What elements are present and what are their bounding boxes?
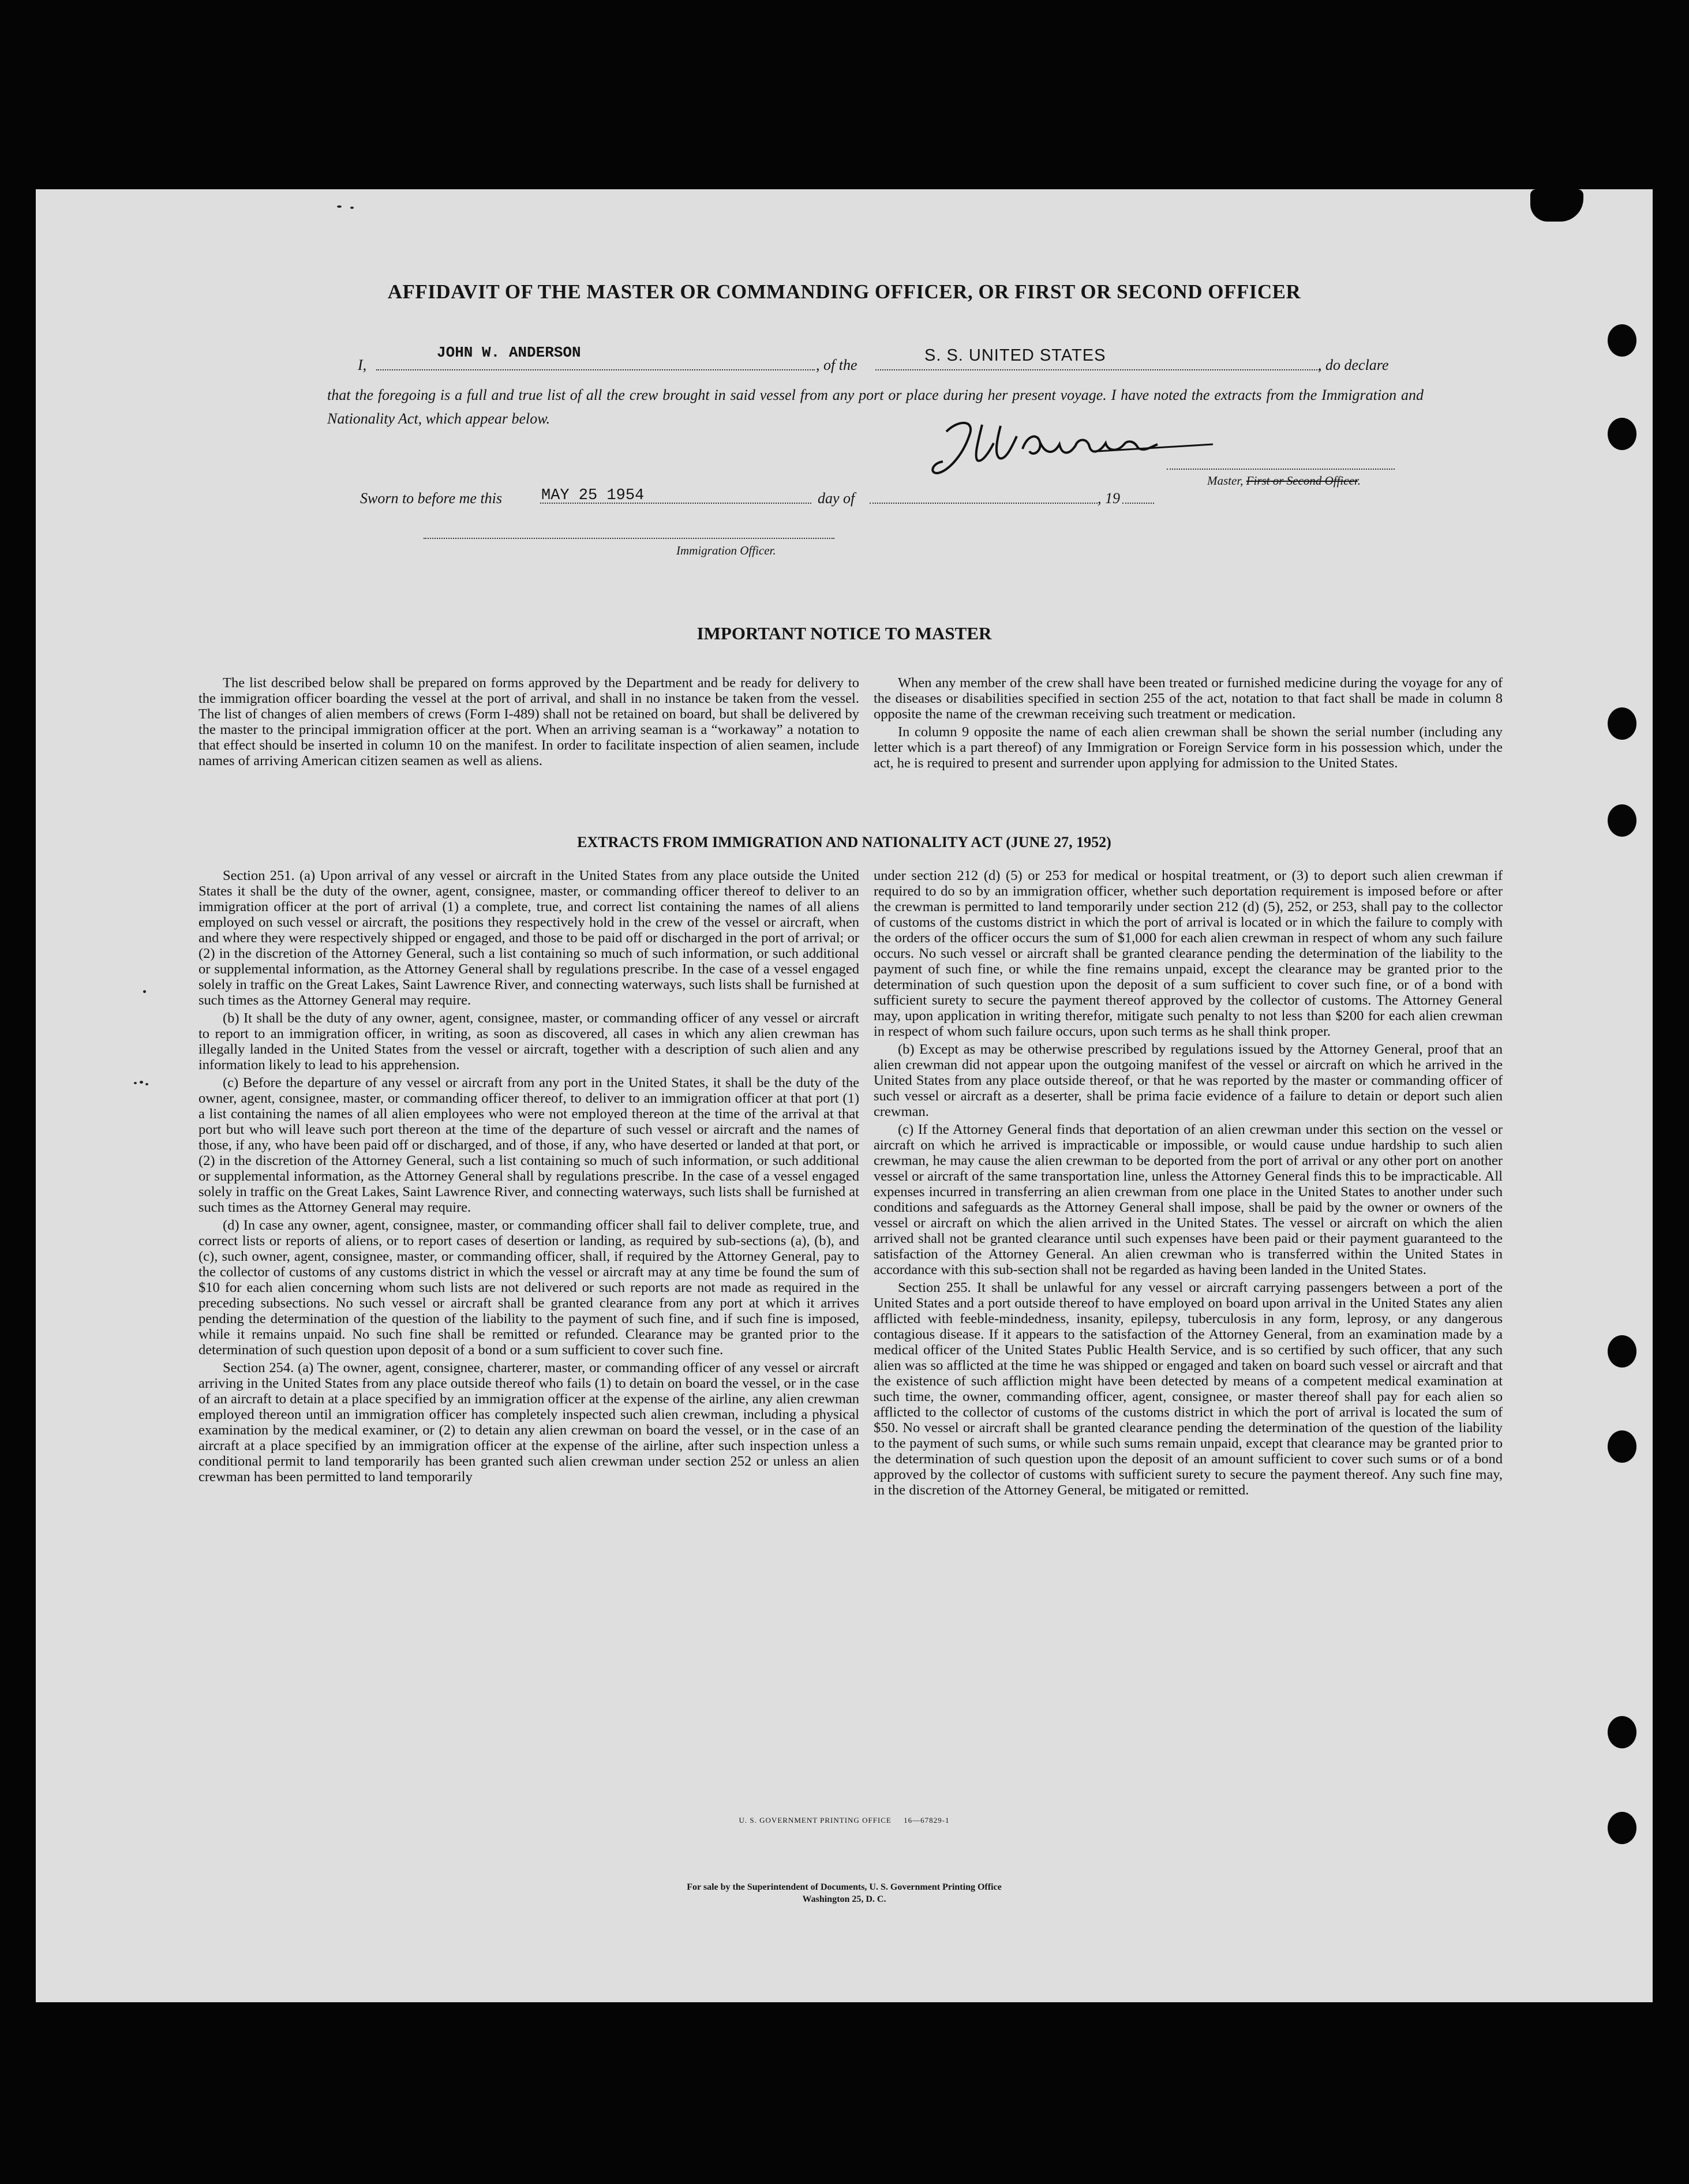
punch-hole (1608, 1812, 1636, 1844)
punch-hole (1608, 324, 1636, 357)
punch-hole (1608, 707, 1636, 740)
extracts-title: EXTRACTS FROM IMMIGRATION AND NATIONALITY ACT (JUNE 27, 1952) (577, 834, 1111, 851)
sale-footer (36, 1881, 1653, 1905)
punch-hole (1608, 1335, 1636, 1368)
act-paragraph: Section 254. (a) The owner, agent, consignee, charterer, master, or commanding officer of any vessel or aircraft arriving in the United States from any place outside thereof who fails (1) to detain on board the vessel, or in the case of an aircraft to detain at a place specified by an immigration officer at the expense of the airline, any alien crewman employed thereon until an immigration officer has completely inspected such alien crewman, including a physical examination by the medical examiner, or (2) to detain any alien crewman on board the vessel, or in the case of an aircraft at a place specified by an immigration officer at the expense of the airline, after such inspection unless a conditional permit to land temporarily has been granted such alien crewman under section 252 or unless an alien crewman has been permitted to land temporarily (199, 1360, 859, 1485)
document-page (36, 189, 1653, 2002)
notice-right-column (874, 675, 1503, 773)
scan-speck (143, 990, 146, 993)
vessel-name: S. S. UNITED STATES (924, 346, 1106, 365)
signature-image (924, 414, 1224, 484)
punch-hole (1608, 418, 1636, 450)
act-paragraph: (b) Except as may be otherwise prescribed by regulations issued by the Attorney General, proof that an alien crewman did not appear upon the outgoing manifest of the vessel or aircraft on which he arrived in the United States from any place outside thereof, or that he was reported by the master or commanding officer of such vessel or aircraft as a deserter, shall be prima facie evidence of a failure to detain or deport such alien crewman. (874, 1042, 1503, 1119)
officer-line (424, 538, 834, 539)
scan-speck (140, 1081, 143, 1084)
day-of-label: day of (818, 490, 855, 507)
affidavit-title: AFFIDAVIT OF THE MASTER OR COMMANDING OFFICER, OR FIRST OR SECOND OFFICER (387, 280, 1301, 303)
act-paragraph: (c) Before the departure of any vessel or aircraft from any port in the United States, it shall be the duty of the owner, agent, consignee, master, or commanding officer thereof, to deliver to an immigration officer at that port (1) a list containing the names of all alien employees who were not employed thereon at the time of the arrival at that port but who will leave such port thereon at the time of the departure of such vessel or aircraft and the names of those, if any, who have been paid off or discharged, and of those, if any, who have deserted or landed at that port, or (2) in the discretion of the Attorney General, such a list containing so much of such information, or such additional or supplemental information, as the Attorney General shall by regulations prescribe. In the case of a vessel engaged solely in traffic on the Great Lakes, Saint Lawrence River, and connecting waterways, such lists shall be furnished at such times as the Attorney General may require. (199, 1075, 859, 1215)
extracts-right-column (874, 868, 1503, 1500)
act-paragraph: (c) If the Attorney General finds that deportation of an alien crewman under this section on the vessel or aircraft on which he arrived is impracticable or impossible, or would cause undue hardship to such alien crewman, he may cause the alien crewman to be deported from the port of arrival or any other port on another vessel or aircraft of the same transportation line, unless the Attorney General finds this to be impracticable. All expenses incurred in transferring an alien crewman from one place in the United States to another under such conditions and safeguards as the Attorney General shall impose, shall be paid by the owner or owners of the vessel or aircraft on which the alien arrived in the United States. The vessel or aircraft on which the alien arrived shall not be granted clearance until such expenses have been paid or their payment guaranteed to the satisfaction of the Attorney General. An alien crewman who is transferred within the United States in accordance with this sub-section shall not be regarded as having been landed in the United States. (874, 1122, 1503, 1278)
scan-speck (350, 207, 354, 209)
officer-caption: Immigration Officer. (676, 544, 776, 557)
of-the-label: , of the (816, 357, 857, 373)
printer-line: U. S. GOVERNMENT PRINTING OFFICE 16—67829-1 (739, 1816, 950, 1825)
month-line (870, 503, 1098, 504)
notice-left-column (199, 675, 859, 771)
act-paragraph: Section 251. (a) Upon arrival of any vessel or aircraft in the United States from any place outside the United States it shall be the duty of the owner, agent, consignee, master, or commanding officer thereof to deliver to an immigration officer at the port of arrival (1) a complete, true, and correct list containing the names of all aliens employed on such vessel or aircraft, the positions they respectively hold in the crew of the vessel or aircraft, when and where they were respectively shipped or engaged, and those to be paid off or discharged in the port of arrival; or (2) in the discretion of the Attorney General, such a list containing so much of such information, or such additional or supplemental information, as the Attorney General shall by regulations prescribe. In the case of a vessel engaged solely in traffic on the Great Lakes, Saint Lawrence River, and connecting waterways, such lists shall be furnished at such times as the Attorney General may require. (199, 868, 859, 1008)
notice-paragraph: In column 9 opposite the name of each alien crewman shall be shown the serial number (including any letter which is a part thereof) of any Immigration or Foreign Service form in his possession which, under the act, he is required to present and surrender upon applying for admission to the United States. (874, 724, 1503, 771)
signature-line (1167, 469, 1395, 470)
act-paragraph: (d) In case any owner, agent, consignee, master, or commanding officer shall fail to deliver complete, true, and correct lists or reports of aliens, or to report cases of desertion or landing, as required by sub-sections (a), (b), and (c), such owner, agent, consignee, master, or commanding officer, shall, if required by the Attorney General, pay to the collector of customs of any customs district in which the vessel or aircraft may at any time be found the sum of $10 for each alien concerning whom such lists are not delivered or such reports are not made as required in the preceding subsections. No such vessel or aircraft shall be granted clearance from any port at which it arrives pending the determination of the question of the liability to the payment of such fine, and if such fine is imposed, while it remains unpaid. No such fine shall be remitted or refunded. Clearance may be granted prior to the determination of such question upon deposit of a bond or a sum sufficient to cover such fine. (199, 1218, 859, 1358)
notice-paragraph: The list described below shall be prepared on forms approved by the Department and be ready for delivery to the immigration officer boarding the vessel at the port of arrival, and shall in no instance be taken from the vessel. The list of changes of alien members of crews (Form I-489) shall not be retained on board, but shall be delivered by the master to the principal immigration officer at the port. When an arriving seaman is a “workaway” a notation to that effect should be inserted in column 10 on the manifest. In order to facilitate inspection of alien seamen, include names of arriving American citizen seamen as well as aliens. (199, 675, 859, 769)
punch-hole (1608, 1430, 1636, 1463)
sworn-label: Sworn to before me this (360, 490, 503, 507)
notice-title: IMPORTANT NOTICE TO MASTER (696, 623, 992, 643)
declare-label: , do declare (1318, 357, 1389, 373)
master-name: JOHN W. ANDERSON (437, 344, 581, 361)
footer-line-1: For sale by the Superintendent of Documents, U. S. Government Printing Office (687, 1882, 1002, 1892)
signature-caption: Master, First or Second Officer. (1207, 474, 1361, 488)
punch-hole (1608, 804, 1636, 837)
extracts-left-column (199, 868, 859, 1487)
notice-paragraph: When any member of the crew shall have been treated or furnished medicine during the voyage for any of the diseases or disabilities specified in section 255 of the act, notation to that fact shall be made in column 8 opposite the name of the crewman receiving such treatment or medication. (874, 675, 1503, 722)
scan-speck (337, 205, 342, 208)
scan-speck (145, 1083, 148, 1085)
act-paragraph: under section 212 (d) (5) or 253 for medical or hospital treatment, or (3) to deport such alien crewman if required to do so by an immigration officer, whether such deportation requirement is imposed before or after the crewman is permitted to land temporarily under section 212 (d) (5), 252, or 253, shall pay to the collector of customs of the customs district in which the port of arrival is located or in which the failure to comply with the orders of the officer occurs the sum of $1,000 for each alien crewman in respect of whom any such failure occurs. No such vessel or aircraft shall be granted clearance pending the determination of the liability to the payment of such fine, or while the fine remains unpaid, except the clearance may be granted prior to the determination of such question upon the deposit of a sum sufficient to cover such fine, or of a bond with sufficient surety to secure the payment thereof approved by the collector of customs. The Attorney General may, upon application in writing therefor, mitigate such penalty to not less than $200 for each alien crewman in respect of whom such failure occurs, upon such terms as he shall think proper. (874, 868, 1503, 1039)
scan-speck (134, 1082, 137, 1084)
act-paragraph: (b) It shall be the duty of any owner, agent, consignee, master, or commanding officer of any vessel or aircraft to report to an immigration officer, in writing, as soon as discovered, all cases in which any alien crewman has illegally landed in the United States from the vessel or aircraft, together with a description of such alien and any information likely to lead to his apprehension. (199, 1010, 859, 1073)
struck-officer-title: First or Second Officer (1246, 474, 1358, 488)
punch-hole (1608, 1716, 1636, 1748)
vessel-line (875, 369, 1320, 370)
act-paragraph: Section 255. It shall be unlawful for any vessel or aircraft carrying passengers between a port of the United States and a port outside thereof to have employed on board upon arrival in the United States any alien afflicted with feeble-mindedness, insanity, epilepsy, tuberculosis in any form, leprosy, or any dangerous contagious disease. If it appears to the satisfaction of the Attorney General, from an examination made by a medical officer of the United States Public Health Service, and is so certified by such officer, that any such alien was so afflicted at the time he was shipped or engaged and taken on board such vessel or aircraft and that the existence of such affliction might have been detected by means of a competent medical examination at such time, the owner, commanding officer, agent, consignee, or master thereof shall pay for each alien so afflicted to the collector of customs of the customs district in which the port of arrival is located the sum of $50. No vessel or aircraft shall be granted clearance pending the determination of the question of the liability to the payment of such sums, or while such sums remain unpaid, except that clearance may be granted prior to the determination of such question upon the deposit of an amount sufficient to cover such sums or of a bond approved by the collector of customs with sufficient surety to secure the payment thereof. Any such fine may, in the discretion of the Attorney General, be mitigated or remitted. (874, 1280, 1503, 1498)
footer-line-2: Washington 25, D. C. (802, 1894, 886, 1904)
declaration-statement: that the foregoing is a full and true list of all the crew brought in said vessel from any port or place during her present voyage. I have noted the extracts from the Immigration and Nationality Act, which appear below. (327, 387, 1424, 427)
i-label: I, (358, 357, 367, 373)
name-line (376, 369, 815, 370)
sworn-date-stamp: MAY 25 1954 (541, 487, 645, 504)
year-label: , 19 (1098, 490, 1120, 507)
year-line (1122, 503, 1154, 504)
